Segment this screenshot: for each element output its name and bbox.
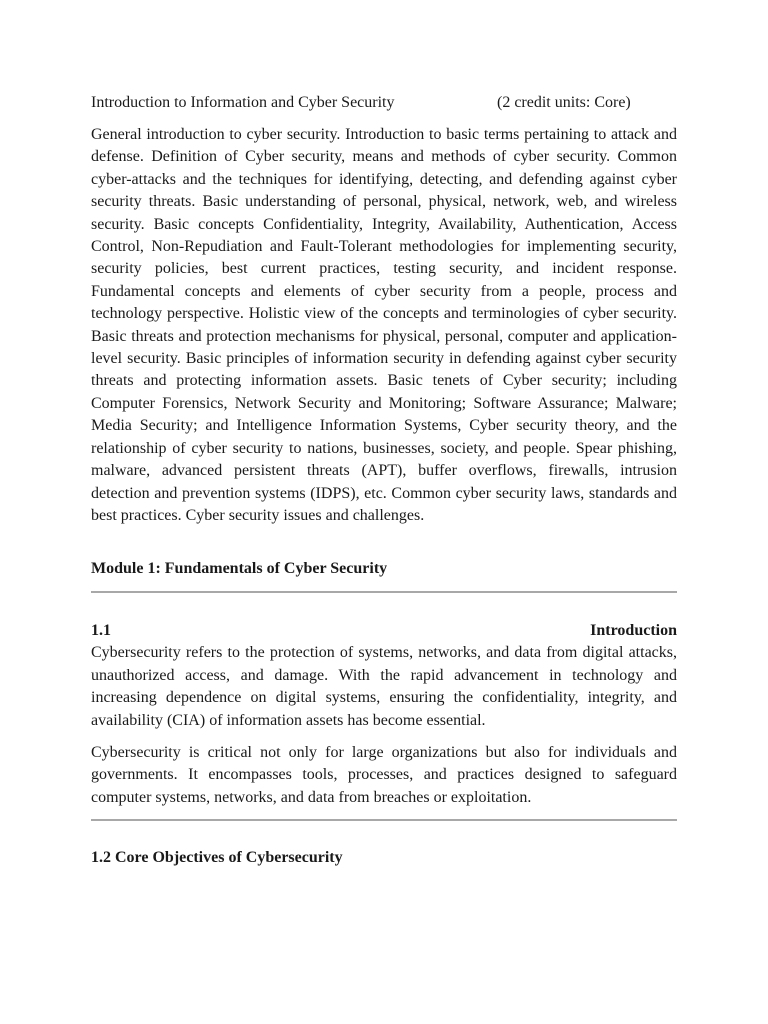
section-divider [91, 819, 677, 821]
section-heading [91, 620, 677, 642]
course-units: (2 credit units: Core) [497, 94, 631, 111]
course-title: Introduction to Information and Cyber Security [91, 94, 395, 111]
subsection-heading: 1.2 Core Objectives of Cybersecurity [91, 849, 343, 867]
section-paragraph: Cybersecurity is critical not only for large organizations but also for individuals and governments. It encompasses tools, processes, and practices designed to safeguard computer systems, networks, and data from breaches or exploitation. [91, 743, 677, 806]
course-header [91, 92, 677, 114]
section-number: 1.1 [91, 622, 111, 640]
module-heading: Module 1: Fundamentals of Cyber Security [91, 560, 388, 578]
section-title: Introduction [590, 622, 677, 640]
section-paragraph: Cybersecurity refers to the protection of systems, networks, and data from digital attacks, unauthorized access, and damage. With the rapid advancement in technology and increasing dependence on digital systems, ensuring the confidentiality, integrity, and availability (CIA) of information assets has become essential. [91, 644, 677, 729]
section-divider [91, 591, 677, 593]
document-page [91, 92, 677, 869]
course-description: General introduction to cyber security. Introduction to basic terms pertaining to attack and defense. Definition of Cyber security, means and methods of cyber security. Common cyber-attacks and the techniques for identifying, detecting, and defending against cyber security threats. Basic understanding of personal, physical, network, web, and wireless security. Basic concepts Confidentiality, Integrity, Availability, Authentication, Access Control, Non-Repudiation and Fault-Tolerant methodologies for implementing security, security policies, best current practices, testing security, and incident response. Fundamental concepts and elements of cyber security from a people, process and technology perspective. Holistic view of the concepts and terminologies of cyber security. Basic threats and protection mechanisms for physical, personal, computer and application-level security. Basic principles of information security in defending against cyber security threats and protecting information assets. Basic tenets of Cyber security; including Computer Forensics, Network Security and Monitoring; Software Assurance; Malware; Media Security; and Intelligence Information Systems, Cyber security theory, and the relationship of cyber security to nations, businesses, society, and people. Spear phishing, malware, advanced persistent threats (APT), buffer overflows, firewalls, intrusion detection and prevention systems (IDPS), etc. Common cyber security laws, standards and best practices. Cyber security issues and challenges. [91, 126, 677, 524]
